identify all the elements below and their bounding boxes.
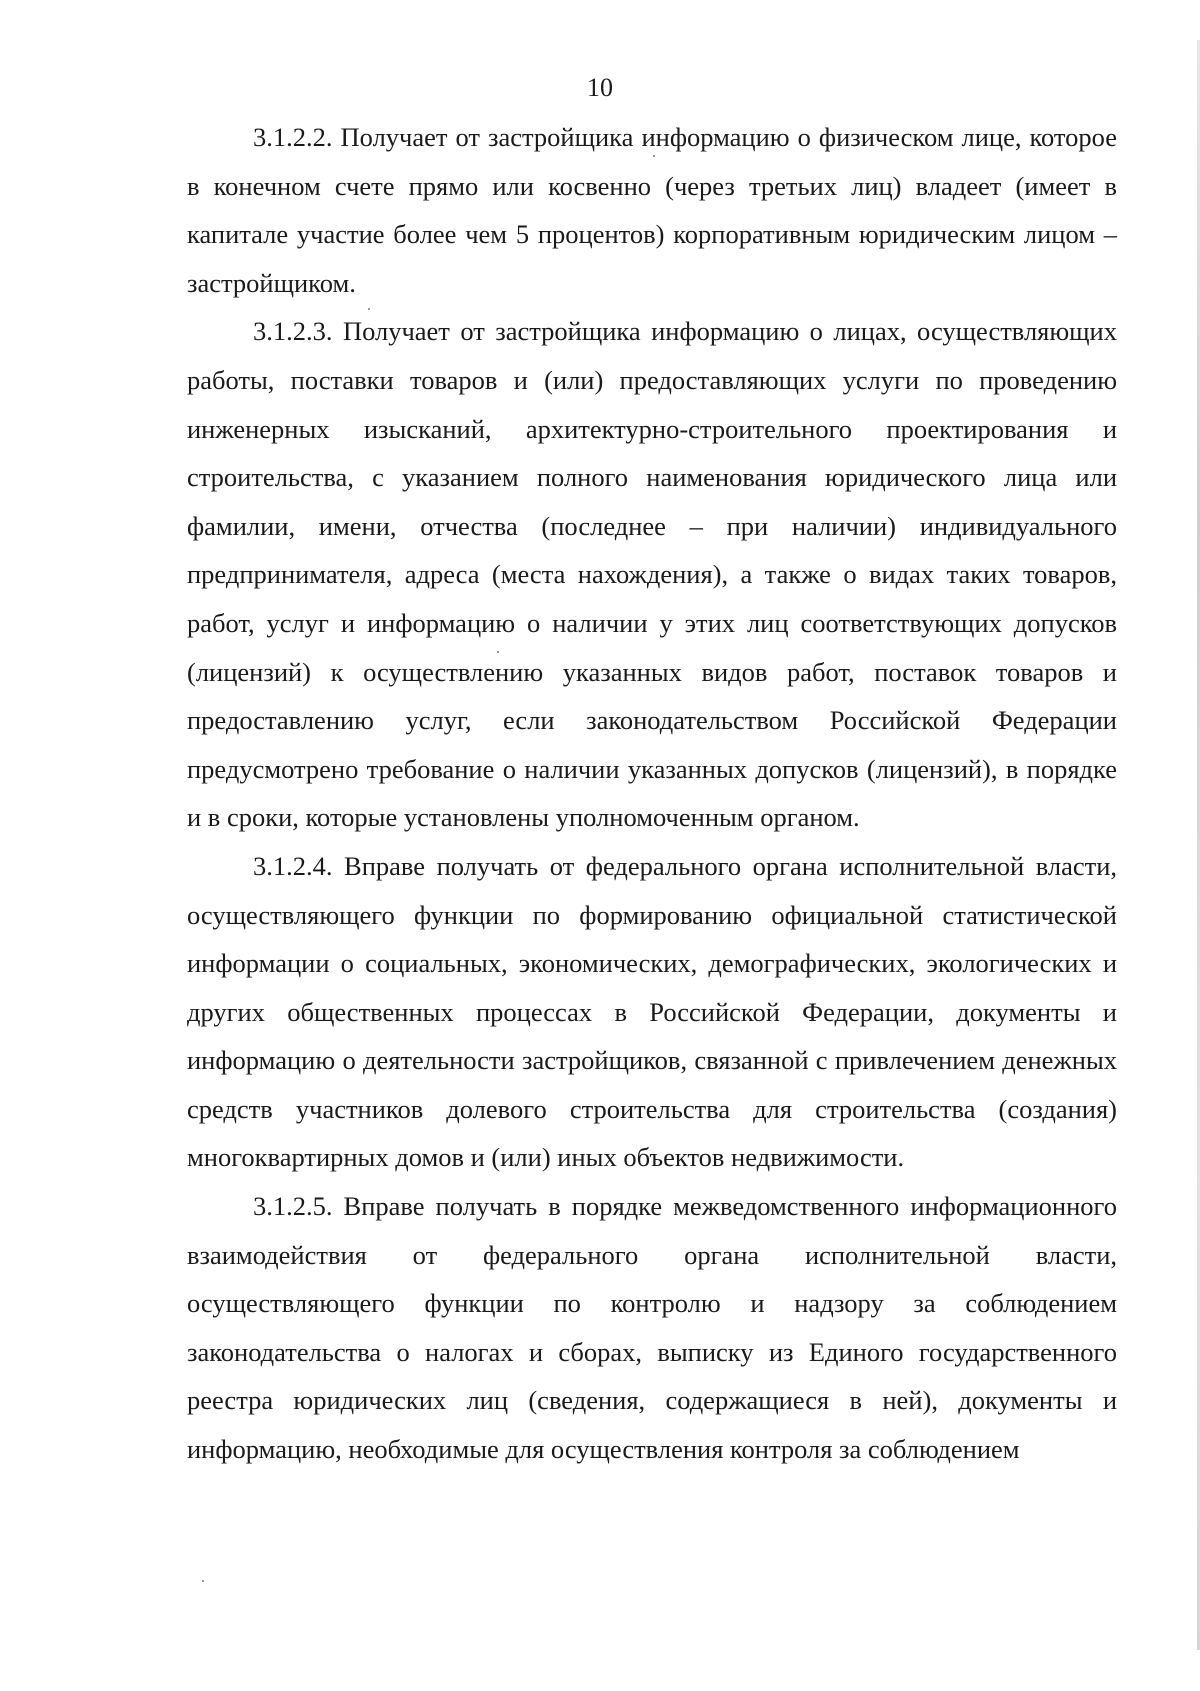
paragraph-3-1-2-2: 3.1.2.2. Получает от застройщика информацию о физическом лице, которое в конечном счете прямо или косвенно (через третьих лиц) владеет (имеет в капитале участие более чем 5 процентов) корпоративным юридическим лицом – застройщиком. xyxy=(187,122,1117,298)
scan-speck xyxy=(497,651,499,653)
scan-speck xyxy=(653,155,655,157)
paragraph-3-1-2-4: 3.1.2.4. Вправе получать от федерального органа исполнительной власти, осуществляющего функции по формированию официальной статистической информации о социальных, экономических, демографических, экологических и других общественных процессах в Российской Федерации, документы и информацию о деятельности застройщиков, связанной с привлечением денежных средств участников долевого строительства для строительства (создания) многоквартирных домов и (или) иных объектов недвижимости. xyxy=(187,850,1117,1173)
paragraph-3-1-2-5: 3.1.2.5. Вправе получать в порядке межведомственного информационного взаимодействия от федерального органа исполнительной власти, осуществляющего функции по контролю и надзору за соблюдением законодательства о налогах и сборах, выписку из Единого государственного реестра юридических лиц (сведения, содержащиеся в ней), документы и информацию, необходимые для осуществления контроля за соблюдением xyxy=(187,1191,1117,1465)
paragraph-3-1-2-3: 3.1.2.3. Получает от застройщика информацию о лицах, осуществляющих работы, поставки товаров и (или) предоставляющих услуги по проведению инженерных изысканий, архитектурно-строительного проектирования и строительства, с указанием полного наименования юридического лица или фамилии, имени, отчества (последнее – при наличии) индивидуального предпринимателя, адреса (места нахождения), а также о видах таких товаров, работ, услуг и информацию о наличии у этих лиц соответствующих допусков (лицензий) к осуществлению указанных видов работ, поставок товаров и предоставлению услуг, если законодательством Российской Федерации предусмотрено требование о наличии указанных допусков (лицензий), в порядке и в сроки, которые установлены уполномоченным органом. xyxy=(187,316,1117,833)
document-body xyxy=(187,113,1117,1474)
page-number: 10 xyxy=(587,73,613,102)
scan-speck xyxy=(368,308,370,310)
scan-speck xyxy=(202,1580,204,1582)
